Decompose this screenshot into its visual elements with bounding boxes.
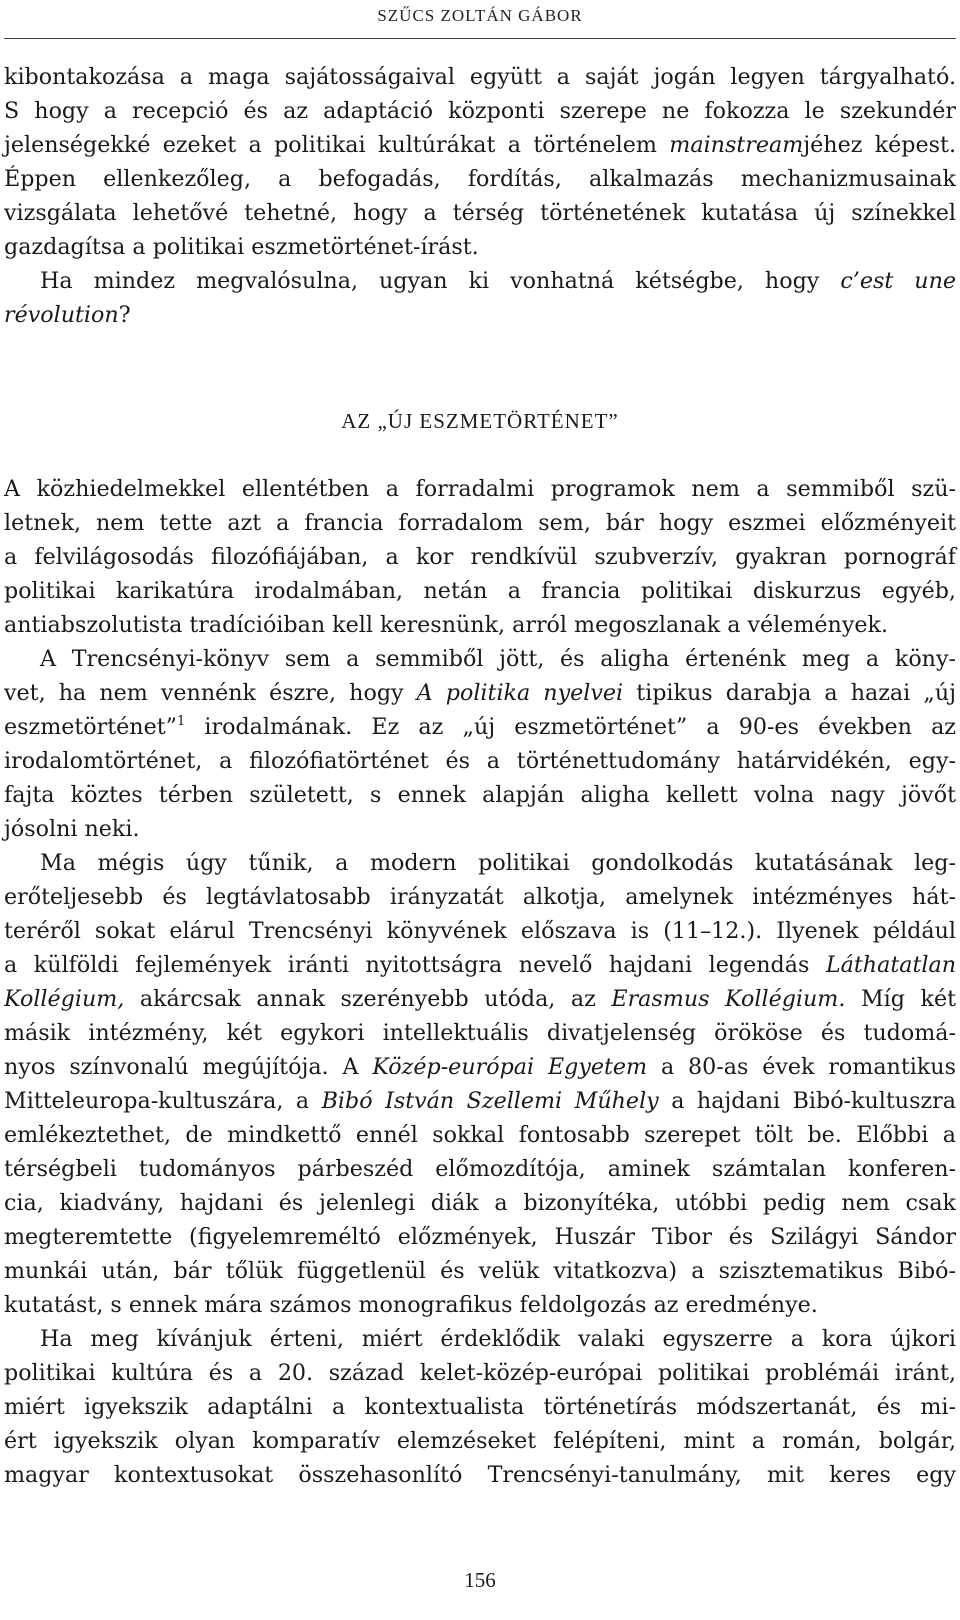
text-line: Ha meg kívánjuk érteni, miért érdeklődik valaki egyszerre a kora újkori [40, 1326, 956, 1352]
text-line: Éppen ellenkezőleg, a befogadás, fordítás, alkalmazás mechanizmusainak [4, 166, 956, 192]
text-line: A Trencsényi-könyv sem a semmiből jött, és aligha értenénk meg a köny- [40, 646, 956, 672]
text-line: révolution? [4, 302, 131, 328]
text-line: irodalomtörténet, a filozófiatörténet és a történettudomány határvidékén, egy- [4, 748, 956, 774]
text-line: megteremtette (figyelemreméltó előzmények, Huszár Tibor és Szilágyi Sándor [4, 1224, 956, 1250]
body-paragraphs [4, 472, 956, 1492]
text-line: erőteljesebb és legtávlatosabb irányzatát alkotja, amelynek intézményes hát- [4, 884, 956, 910]
text-line: miért igyekszik adaptálni a kontextualista történetírás módszertanát, és mi- [4, 1394, 956, 1420]
text-line: másik intézmény, két egykori intellektuális divatjelenség örököse és tudomá- [4, 1020, 956, 1046]
text-line: cia, kiadvány, hajdani és jelenlegi diák a bizonyítéka, utóbbi pedig nem csak [4, 1190, 956, 1216]
text-line: vet, ha nem vennénk észre, hogy A politika nyelvei tipikus darabja a hazai „új [4, 680, 957, 706]
text-line: kibontakozása a maga sajátosságaival együtt a saját jogán legyen tárgyalható. [4, 64, 956, 90]
text-line: gazdagítsa a politikai eszmetörténet-írást. [4, 234, 479, 260]
text-line: jósolni neki. [4, 816, 140, 842]
section-heading: AZ „ÚJ ESZMETÖRTÉNET” [341, 409, 619, 433]
text-line: eszmetörténet”$^1$ irodalmának. Ez az „új eszmetörténet” a 90-es években az [4, 714, 956, 740]
text-line: nyos színvonalú megújítója. A Közép-európai Egyetem a 80-as évek romantikus [4, 1054, 956, 1080]
text-line: emlékeztethet, de mindkettő ennél sokkal fontosabb szerepet tölt be. Előbbi a [4, 1122, 956, 1148]
text-line: teréről sokat elárul Trencsényi könyvének előszava is (11–12.). Ilyenek például [4, 918, 956, 944]
page-number: 156 [464, 1568, 496, 1592]
text-line: politikai karikatúra irodalmában, netán a francia politikai diskurzus egyéb, [4, 578, 956, 604]
text-line: letnek, nem tette azt a francia forradalom sem, bár hogy eszmei előzményeit [4, 510, 956, 536]
text-line: Kollégium, akárcsak annak szerényebb utóda, az Erasmus Kollégium. Míg két [4, 986, 957, 1012]
text-line: Ma mégis úgy tűnik, a modern politikai gondolkodás kutatásának leg- [40, 850, 956, 876]
text-line: A közhiedelmekkel ellentétben a forradalmi programok nem a semmiből szü- [4, 476, 956, 502]
text-line: jelenségekké ezeket a politikai kultúrákat a történelem mainstreamjéhez képest. [4, 132, 956, 158]
text-line: kutatást, s ennek mára számos monografikus feldolgozás az eredménye. [4, 1292, 818, 1318]
footnote-ref: 1 [176, 714, 186, 729]
text-line: magyar kontextusokat összehasonlító Trencsényi-tanulmány, mit keres egy [4, 1462, 956, 1488]
text-line: a felvilágosodás filozófiájában, a kor rendkívül szubverzív, gyakran pornográf [4, 544, 956, 570]
text-line: a külföldi fejlemények iránti nyitottságra nevelő hajdani legendás Láthatatlan [4, 952, 956, 978]
text-line: S hogy a recepció és az adaptáció központi szerepe ne fokozza le szekundér [4, 98, 956, 124]
text-line: vizsgálata lehetővé tehetné, hogy a térség történetének kutatása új színekkel [4, 200, 956, 226]
text-line: Ha mindez megvalósulna, ugyan ki vonhatná kétségbe, hogy c’est une [40, 268, 956, 294]
text-line: fajta köztes térben született, s ennek alapján aligha kellett volna nagy jövőt [4, 782, 956, 808]
text-line: politikai kultúra és a 20. század kelet-közép-európai politikai problémái iránt, [4, 1360, 956, 1386]
header-rule [4, 38, 956, 39]
text-line: munkái után, bár tőlük függetlenül és velük vitatkozva) a szisztematikus Bibó- [4, 1258, 956, 1284]
text-line: antiabszolutista tradícióiban kell keresnünk, arról megoszlanak a vélemények. [4, 612, 889, 638]
text-line: Mitteleuropa-kultuszára, a Bibó István Szellemi Műhely a hajdani Bibó-kultuszra [4, 1088, 957, 1114]
running-head: SZŰCS ZOLTÁN GÁBOR [377, 6, 583, 25]
intro-paragraphs [4, 60, 956, 332]
text-line: térségbeli tudományos párbeszéd előmozdítója, aminek számtalan konferen- [4, 1156, 956, 1182]
text-line: ért igyekszik olyan komparatív elemzéseket felépíteni, mint a román, bolgár, [4, 1428, 956, 1454]
